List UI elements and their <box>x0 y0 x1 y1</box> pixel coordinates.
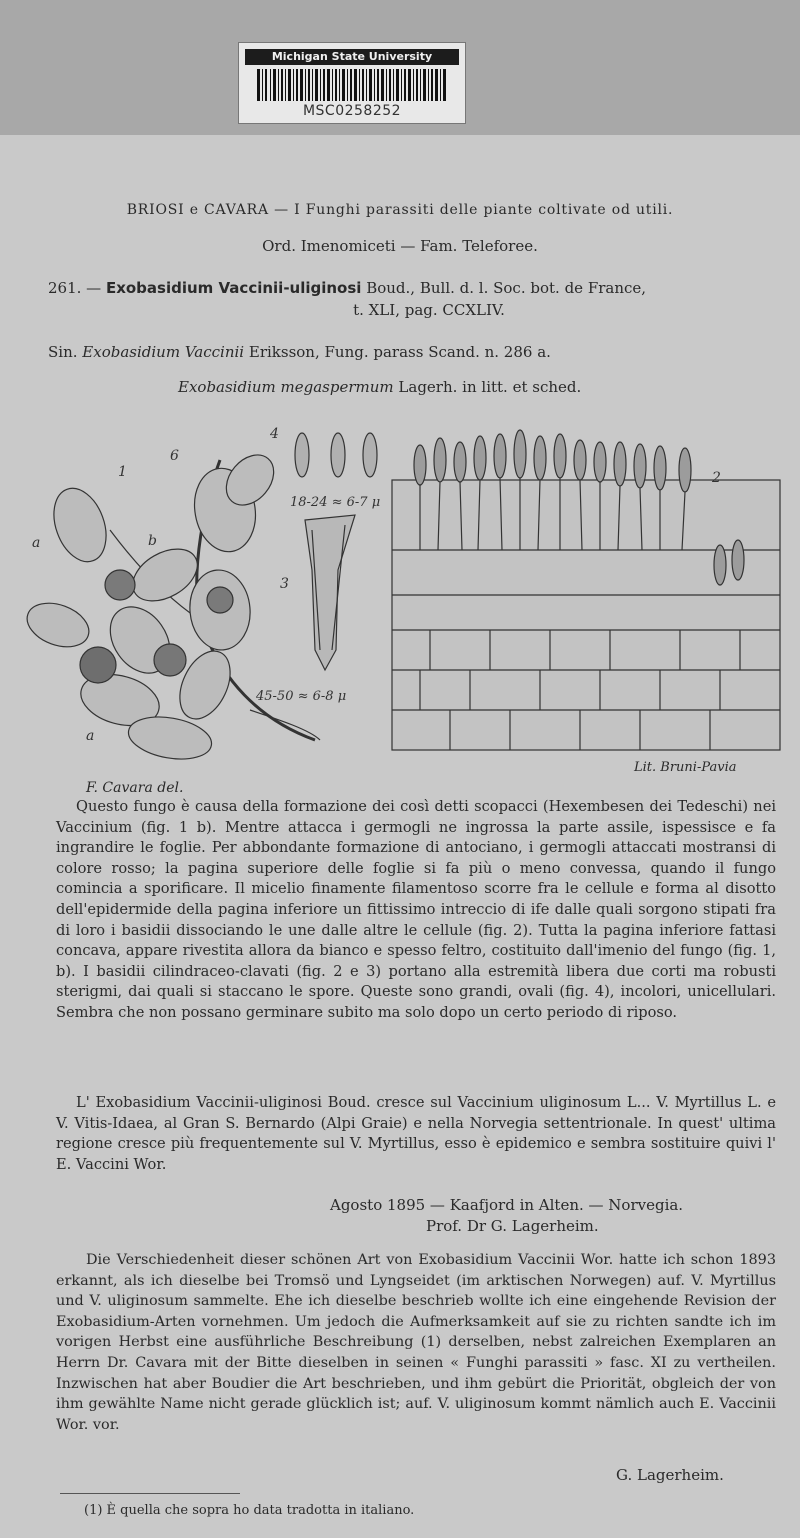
spore-measure: 18-24 ≈ 6-7 μ <box>290 495 381 510</box>
synonym-2 <box>178 378 770 396</box>
synonym-1-name: Exobasidium Vaccinii <box>82 343 245 361</box>
fig-label-6: 6 <box>170 448 179 464</box>
reference-1: Boud., Bull. d. l. Soc. bot. de France, <box>366 279 647 297</box>
fig-label-2: 2 <box>712 470 721 486</box>
fig-label-3: 3 <box>280 576 289 592</box>
synonym-1 <box>48 343 770 361</box>
collection-date-place: Agosto 1895 — Kaafjord in Alten. — Norvegia. <box>330 1196 684 1214</box>
entry-number: 261. — <box>48 279 102 297</box>
description-paragraph-1: Questo fungo è causa della formazione dei così detti scopacci (Hexembesen dei Tedeschi) nei Vaccinium (fig. 1 b). Mentre attacca i germogli ne ingrossa la parte assile, ispessisce e fa ingrandire le foglie. Per abbondante formazione di antociano, i germogli attaccati mostransi di colore rosso; la pagina superiore delle foglie si fa più o meno convessa, quando il fungo comincia a sporificare. Il micelio finamente filamentoso scorre fra le cellule e forma al disotto dell'epidermide della pagina inferiore un fittissimo intreccio di ife dalle quali sorgono stipati fra di loro i basidii dissociando le une dalle altre le cellule (fig. 2). Tutta la pagina inferiore fattasi concava, appare rivestita allora da bianco e spesso feltro, costituito dall'imenio del fungo (fig. 1, b). I basidii cilindraceo-clavati (fig. 2 e 3) portano alla estremità libera due corti ma robusti sterigmi, dai quali si staccano le spore. Queste sono grandi, ovali (fig. 4), incolori, unicellulari. Sembra che non possano germinare subito ma solo dopo un certo periodo di riposo. <box>56 798 776 1021</box>
species-entry <box>48 277 770 321</box>
synonym-2-name: Exobasidium megaspermum <box>178 378 394 396</box>
signature: G. Lagerheim. <box>616 1466 724 1484</box>
footnote: (1) È quella che sopra ho data tradotta in italiano. <box>84 1503 415 1518</box>
fig-label-a-top: a <box>32 535 41 551</box>
description-paragraph-2: L' Exobasidium Vaccinii-uliginosi Boud. cresce sul Vaccinium uliginosum L... V. Myrtillus L. e V. Vitis-Idaea, al Gran S. Bernardo (Alpi Graie) e nella Norvegia settentrionale. In quest' ultima regione cresce più frequentemente sul V. Myrtillus, esso è epidemico e sembra sostituire quivi l' E. Vaccini Wor. <box>56 1094 776 1173</box>
collector-name: Prof. Dr G. Lagerheim. <box>426 1217 599 1235</box>
fig-label-4: 4 <box>270 426 279 442</box>
taxonomic-order: Ord. Imenomiceti — Fam. Teleforee. <box>262 237 538 255</box>
series-header: BRIOSI e CAVARA — I Funghi parassiti delle piante coltivate od utili. <box>126 202 674 218</box>
barcode-label <box>238 42 466 124</box>
fig-label-a-bottom: a <box>86 728 95 744</box>
barcode-bars <box>257 69 447 101</box>
printer-credit: Lit. Bruni-Pavia <box>634 760 737 775</box>
footnote-rule <box>60 1493 240 1494</box>
german-note: Die Verschiedenheit dieser schönen Art von Exobasidium Vaccinii Wor. hatte ich schon 1893 erkannt, als ich dieselbe bei Tromsö und Lyngseidet (im arktischen Norwegen) auf. V. Myrtillus und V. uliginosum sammelte. Ehe ich dieselbe beschrieb wollte ich eine eingehende Revision der Exobasidium-Arten vornehmen. Um jedoch die Aufmerksamkeit auf sie zu richten sandte ich im vorigen Herbst eine ausführliche Beschreibung (1) derselben, nebst zalreichen Exemplaren an Herrn Dr. Cavara mit der Bitte dieselben in seinen « Funghi parassiti » fasc. XI zu vertheilen. Inzwischen hat aber Boudier die Art beschrieben, und ihm gebürt die Priorität, obgleich der von ihm gewählte Name nicht gerade glücklich ist; auf. V. uliginosum kommt nämlich auch E. Vaccinii Wor. vor. <box>56 1252 776 1433</box>
fig-label-1: 1 <box>118 464 127 480</box>
botanical-illustration <box>20 420 785 790</box>
fig-label-b: b <box>148 533 157 549</box>
synonym-prefix: Sin. <box>48 343 78 361</box>
institution-name: Michigan State University <box>245 49 459 65</box>
barcode-number: MSC0258252 <box>302 103 402 119</box>
synonym-2-ref: Lagerh. in litt. et sched. <box>398 378 582 396</box>
synonym-1-ref: Eriksson, Fung. parass Scand. n. 286 a. <box>248 343 551 361</box>
basidium-measure: 45-50 ≈ 6-8 μ <box>256 689 347 704</box>
species-name: Exobasidium Vaccinii-uliginosi <box>105 279 362 297</box>
artist-credit: F. Cavara del. <box>86 780 184 796</box>
reference-2: t. XLI, pag. CCXLIV. <box>353 301 505 319</box>
